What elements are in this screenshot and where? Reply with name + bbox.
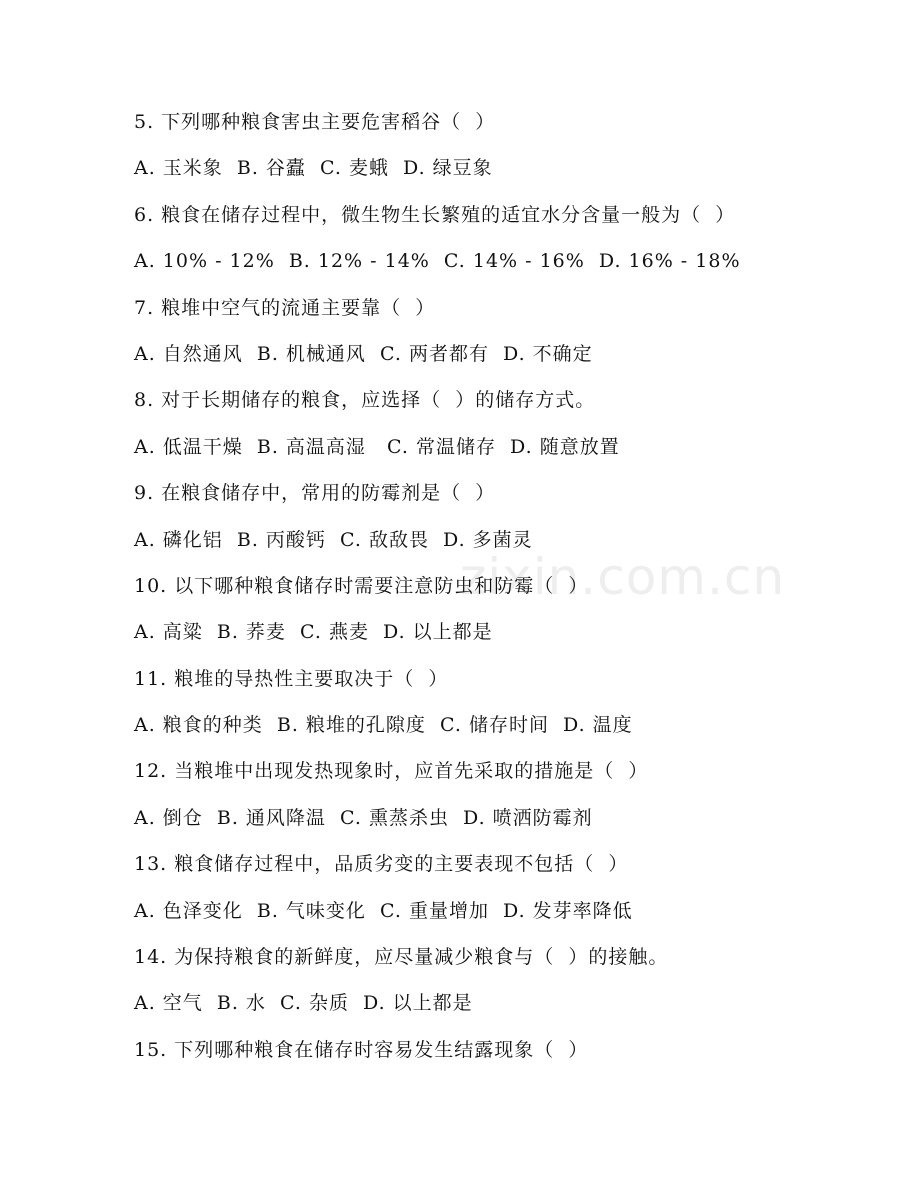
question-13-options: A. 色泽变化 B. 气味变化 C. 重量增加 D. 发芽率降低 [134, 899, 633, 922]
question-11-stem: 11. 粮堆的导热性主要取决于（ ） [134, 667, 449, 690]
question-12-stem: 12. 当粮堆中出现发热现象时，应首先采取的措施是（ ） [134, 760, 649, 783]
question-9-options: A. 磷化铝 B. 丙酸钙 C. 敌敌畏 D. 多菌灵 [134, 528, 533, 551]
question-14-options: A. 空气 B. 水 C. 杂质 D. 以上都是 [134, 992, 473, 1015]
question-10-options: A. 高粱 B. 荞麦 C. 燕麦 D. 以上都是 [134, 621, 493, 644]
question-6-options: A. 10% - 12% B. 12% - 14% C. 14% - 16% D. 16% - 18% [134, 250, 741, 273]
question-14-stem: 14. 为保持粮食的新鲜度，应尽量减少粮食与（ ）的接触。 [134, 946, 669, 969]
question-list [134, 106, 894, 1080]
question-9-stem: 9. 在粮食储存中，常用的防霉剂是（ ） [134, 482, 496, 505]
question-6-stem: 6. 粮食在储存过程中，微生物生长繁殖的适宜水分含量一般为（ ） [134, 203, 736, 226]
question-7-options: A. 自然通风 B. 机械通风 C. 两者都有 D. 不确定 [134, 342, 593, 365]
question-13-stem: 13. 粮食储存过程中，品质劣变的主要表现不包括（ ） [134, 853, 629, 876]
watermark: zixin.com.cn [460, 548, 786, 606]
question-12-options: A. 倒仓 B. 通风降温 C. 熏蒸杀虫 D. 喷洒防霉剂 [134, 806, 593, 829]
question-5-options: A. 玉米象 B. 谷蠹 C. 麦蛾 D. 绿豆象 [134, 157, 493, 180]
question-8-options: A. 低温干燥 B. 高温高湿 C. 常温储存 D. 随意放置 [134, 435, 620, 458]
question-8-stem: 8. 对于长期储存的粮食，应选择（ ）的储存方式。 [134, 389, 596, 412]
question-10-stem: 10. 以下哪种粮食储存时需要注意防虫和防霉（ ） [134, 574, 589, 597]
question-5-stem: 5. 下列哪种粮食害虫主要危害稻谷（ ） [134, 111, 496, 133]
question-11-options: A. 粮食的种类 B. 粮堆的孔隙度 C. 储存时间 D. 温度 [134, 714, 633, 737]
question-15-stem: 15. 下列哪种粮食在储存时容易发生结露现象（ ） [134, 1038, 589, 1061]
question-7-stem: 7. 粮堆中空气的流通主要靠（ ） [134, 296, 436, 319]
